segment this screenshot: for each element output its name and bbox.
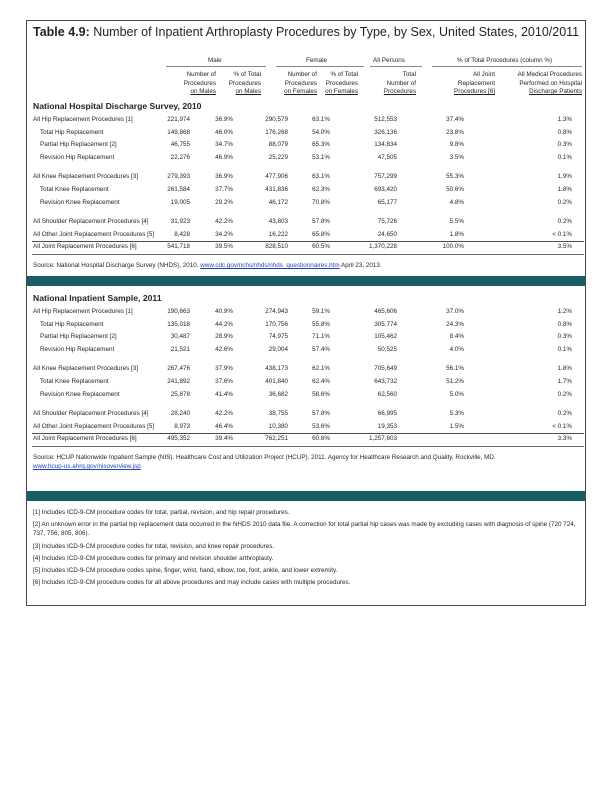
header-line: Procedures xyxy=(325,79,358,87)
table-row xyxy=(32,217,584,228)
cell-m: 30,487 xyxy=(170,333,190,341)
cell-aj: 51.2% xyxy=(446,378,464,385)
header-line: on Females xyxy=(284,88,317,95)
source-date: April 23, 2013. xyxy=(339,262,382,269)
cell-fp: 65.8% xyxy=(312,230,330,238)
header-female-pct xyxy=(315,71,358,97)
cell-t: 705,649 xyxy=(374,365,397,373)
footnote: [2] An unknown error in the partial hip replacement data occurred in the NHDS 2010 data file. A correction for total partial hip cases was made by excluding cases with diagnosis of spine (720 724, 737, 756, 805, 806). xyxy=(33,521,576,538)
header-line: Number of xyxy=(386,79,416,87)
source-link[interactable]: www.cdc.gov/nchs/nhds/nhds_questionnaires.htm xyxy=(200,262,340,269)
cell-am: 3.3% xyxy=(557,435,572,443)
cell-f: 274,943 xyxy=(265,308,288,315)
cell-fp: 57.4% xyxy=(312,345,330,353)
table-row xyxy=(32,185,584,196)
cell-mp: 44.2% xyxy=(215,320,233,328)
cell-m: 8,428 xyxy=(174,230,190,238)
cell-m: 190,663 xyxy=(167,308,190,315)
header-male-pct xyxy=(216,71,261,97)
table-row xyxy=(32,332,584,343)
cell-m: 8,973 xyxy=(174,422,190,430)
cell-mp: 36.9% xyxy=(215,116,233,123)
cell-m: 22,276 xyxy=(170,153,190,161)
cell-fp: 60.6% xyxy=(312,435,330,443)
cell-f: 74,975 xyxy=(268,333,288,341)
table-row xyxy=(32,172,584,183)
cell-t: 105,462 xyxy=(374,333,397,341)
cell-m: 19,005 xyxy=(170,198,190,206)
row-label: Total Hip Replacement xyxy=(40,128,104,136)
cell-am: < 0.1% xyxy=(552,422,572,430)
cell-am: 1.8% xyxy=(557,186,572,193)
header-all-joint xyxy=(440,71,495,97)
cell-am: 1.7% xyxy=(557,378,572,385)
cell-f: 38,755 xyxy=(268,410,288,418)
cell-aj: 4.0% xyxy=(449,345,464,353)
cell-f: 88,079 xyxy=(268,141,288,149)
cell-t: 1,370,228 xyxy=(368,243,397,251)
cell-m: 46,755 xyxy=(170,141,190,149)
cell-mp: 28.9% xyxy=(215,333,233,341)
cell-m: 25,878 xyxy=(170,390,190,398)
source-note xyxy=(33,453,496,471)
header-total xyxy=(370,71,416,97)
header-line: Replacement xyxy=(457,79,495,87)
source-text: Source: National Hospital Discharge Survey (NHDS), 2010. xyxy=(33,262,201,269)
cell-aj: 5.3% xyxy=(449,410,464,418)
row-label: All Hip Replacement Procedures [1] xyxy=(33,116,133,123)
cell-fp: 62.3% xyxy=(312,186,330,193)
header-line: on Males xyxy=(190,88,216,95)
header-female: Female xyxy=(306,57,327,64)
cell-m: 495,352 xyxy=(167,435,190,443)
cell-aj: 100.0% xyxy=(442,243,464,251)
header-line: Discharge Patients xyxy=(529,88,582,95)
table-row xyxy=(32,230,584,241)
header-line: % of Total xyxy=(330,71,358,78)
cell-am: < 0.1% xyxy=(552,230,572,238)
cell-am: 0.3% xyxy=(557,141,572,149)
cell-aj: 50.6% xyxy=(446,186,464,193)
cell-aj: 5.0% xyxy=(449,390,464,398)
cell-fp: 60.5% xyxy=(312,243,330,251)
cell-t: 693,420 xyxy=(374,186,397,193)
header-line: Procedures xyxy=(383,88,416,95)
header-line: Number of xyxy=(186,71,216,78)
cell-am: 1.2% xyxy=(557,308,572,315)
section-heading: National Inpatient Sample, 2011 xyxy=(33,293,162,303)
cell-aj: 56.1% xyxy=(446,365,464,373)
cell-f: 25,229 xyxy=(268,153,288,161)
cell-am: 0.1% xyxy=(557,345,572,353)
cell-t: 50,525 xyxy=(377,345,397,353)
header-line: All Joint xyxy=(472,71,495,78)
cell-aj: 8.4% xyxy=(449,333,464,341)
footnote: [3] Includes ICD-9-CM procedure codes for total, revision, and knee repair procedures. xyxy=(33,543,275,550)
cell-aj: 24.3% xyxy=(446,320,464,328)
cell-m: 28,240 xyxy=(170,410,190,418)
cell-t: 305,774 xyxy=(374,320,397,328)
header-line: Number of xyxy=(287,71,317,78)
cell-t: 66,995 xyxy=(377,410,397,418)
cell-mp: 39.5% xyxy=(215,243,233,251)
cell-f: 477,906 xyxy=(265,173,288,181)
cell-aj: 9.8% xyxy=(449,141,464,149)
header-female-number xyxy=(262,71,317,97)
table-row xyxy=(32,153,584,164)
table-row xyxy=(32,140,584,151)
row-label: All Joint Replacement Procedures [6] xyxy=(33,435,137,443)
table-row xyxy=(32,345,584,356)
footnote: [5] Includes ICD-9-CM procedure codes spine, finger, wrist, hand, elbow, toe, foot, ankle, and lower extremity. xyxy=(33,567,338,574)
cell-f: 43,803 xyxy=(268,218,288,226)
male-header-rule xyxy=(166,66,266,67)
cell-t: 326,136 xyxy=(374,128,397,136)
total-row xyxy=(32,242,584,253)
cell-f: 828,510 xyxy=(265,243,288,251)
header-male: Male xyxy=(208,57,222,64)
table-row xyxy=(32,390,584,401)
cell-m: 241,892 xyxy=(167,378,190,385)
cell-am: 0.2% xyxy=(557,198,572,206)
cell-m: 279,393 xyxy=(167,173,190,181)
cell-fp: 62.4% xyxy=(312,378,330,385)
header-line: on Females xyxy=(325,88,358,95)
table-row xyxy=(32,377,584,388)
cell-fp: 65.3% xyxy=(312,141,330,149)
cell-m: 149,868 xyxy=(167,128,190,136)
table-title-number: Table 4.9: xyxy=(33,25,90,39)
cell-m: 261,584 xyxy=(167,186,190,193)
footnote: [6] Includes ICD-9-CM procedure codes for all above procedures and may include cases with multiple procedures. xyxy=(33,579,351,586)
row-label: All Joint Replacement Procedures [6] xyxy=(33,243,137,251)
cell-am: 0.2% xyxy=(557,390,572,398)
cell-m: 541,718 xyxy=(167,243,190,251)
cell-mp: 34.2% xyxy=(215,230,233,238)
cell-fp: 54.0% xyxy=(312,128,330,136)
pct-header-rule xyxy=(432,66,582,67)
cell-fp: 58.6% xyxy=(312,390,330,398)
cell-am: 1.8% xyxy=(557,365,572,373)
source-text: Source: HCUP Nationwide Inpatient Sample (NIS). Healthcare Cost and Utilization Project (HCUP). 2011. Agency for Healthcare Research and Quality, Rockville, MD. xyxy=(33,454,496,461)
cell-m: 221,974 xyxy=(167,116,190,123)
cell-f: 438,173 xyxy=(265,365,288,373)
table-row xyxy=(32,115,584,126)
cell-mp: 42.6% xyxy=(215,345,233,353)
cell-m: 135,018 xyxy=(167,320,190,328)
row-label: All Other Joint Replacement Procedures [5] xyxy=(33,422,155,430)
cell-mp: 36.9% xyxy=(215,173,233,181)
cell-t: 465,606 xyxy=(374,308,397,315)
cell-mp: 39.4% xyxy=(215,435,233,443)
cell-t: 65,177 xyxy=(377,198,397,206)
cell-mp: 42.2% xyxy=(215,410,233,418)
cell-f: 10,380 xyxy=(268,422,288,430)
row-label: All Knee Replacement Procedures [3] xyxy=(33,173,139,181)
cell-m: 31,923 xyxy=(170,218,190,226)
cell-aj: 37.0% xyxy=(446,308,464,315)
header-line: Procedures xyxy=(183,79,216,87)
cell-f: 36,682 xyxy=(268,390,288,398)
cell-fp: 53.6% xyxy=(312,422,330,430)
cell-mp: 37.9% xyxy=(215,365,233,373)
cell-aj: 4.8% xyxy=(449,198,464,206)
cell-t: 757,299 xyxy=(374,173,397,181)
table-row xyxy=(32,198,584,209)
row-label: All Other Joint Replacement Procedures [5] xyxy=(33,230,155,238)
cell-aj: 55.3% xyxy=(446,173,464,181)
header-line: All Medical Procedures xyxy=(517,71,582,78)
cell-f: 431,836 xyxy=(265,186,288,193)
row-label: Total Knee Replacement xyxy=(40,378,109,385)
table-title xyxy=(33,25,579,39)
row-label: Revision Hip Replacement xyxy=(40,153,115,161)
row-label: All Hip Replacement Procedures [1] xyxy=(33,308,133,315)
row-label: Revision Knee Replacement xyxy=(40,390,120,398)
cell-t: 134,834 xyxy=(374,141,397,149)
cell-am: 0.1% xyxy=(557,153,572,161)
footnote: [4] Includes ICD-9-CM procedure codes for primary and revision shoulder arthroplasty. xyxy=(33,555,274,562)
cell-fp: 59.1% xyxy=(312,308,330,315)
bottom-rule xyxy=(32,446,584,447)
cell-mp: 46.0% xyxy=(215,128,233,136)
cell-am: 0.8% xyxy=(557,128,572,136)
section-heading: National Hospital Discharge Survey, 2010 xyxy=(33,101,202,111)
row-label: Partial Hip Replacement [2] xyxy=(40,333,117,341)
cell-fp: 70.8% xyxy=(312,198,330,206)
cell-t: 24,650 xyxy=(377,230,397,238)
cell-m: 21,521 xyxy=(170,345,190,353)
row-label: Partial Hip Replacement [2] xyxy=(40,141,117,149)
cell-t: 19,353 xyxy=(377,422,397,430)
table-title-text: Number of Inpatient Arthroplasty Procedures by Type, by Sex, United States, 2010/2011 xyxy=(89,25,580,39)
header-line: Procedures xyxy=(284,79,317,87)
table-row xyxy=(32,128,584,139)
row-label: All Knee Replacement Procedures [3] xyxy=(33,365,139,373)
all-persons-header-rule xyxy=(370,66,422,67)
header-line: Procedures [6] xyxy=(454,88,495,95)
header-all-persons: All Persons xyxy=(373,57,405,64)
cell-mp: 46.4% xyxy=(215,422,233,430)
cell-f: 46,172 xyxy=(268,198,288,206)
bottom-rule xyxy=(32,254,584,255)
header-line: % of Total xyxy=(233,71,261,78)
cell-am: 1.9% xyxy=(557,173,572,181)
cell-aj: 1.8% xyxy=(449,230,464,238)
table-row xyxy=(32,307,584,318)
cell-mp: 37.7% xyxy=(215,186,233,193)
cell-aj: 23.8% xyxy=(446,128,464,136)
cell-aj: 3.5% xyxy=(449,153,464,161)
cell-fp: 62.1% xyxy=(312,365,330,373)
cell-fp: 57.8% xyxy=(312,218,330,226)
cell-t: 62,560 xyxy=(377,390,397,398)
cell-aj: 1.5% xyxy=(449,422,464,430)
cell-am: 3.5% xyxy=(557,243,572,251)
cell-mp: 37.6% xyxy=(215,378,233,385)
row-label: Revision Hip Replacement xyxy=(40,345,115,353)
cell-mp: 46.9% xyxy=(215,153,233,161)
cell-f: 176,268 xyxy=(265,128,288,136)
cell-t: 47,505 xyxy=(377,153,397,161)
cell-fp: 57.8% xyxy=(312,410,330,418)
female-header-rule xyxy=(276,66,364,67)
cell-mp: 29.2% xyxy=(215,198,233,206)
table-row xyxy=(32,364,584,375)
cell-mp: 34.7% xyxy=(215,141,233,149)
cell-fp: 71.1% xyxy=(312,333,330,341)
cell-f: 290,579 xyxy=(265,116,288,123)
header-line: on Males xyxy=(235,88,261,95)
cell-t: 643,732 xyxy=(374,378,397,385)
row-label: All Shoulder Replacement Procedures [4] xyxy=(33,410,149,418)
cell-mp: 41.4% xyxy=(215,390,233,398)
cell-aj: 5.5% xyxy=(449,218,464,226)
total-row xyxy=(32,434,584,445)
cell-f: 401,840 xyxy=(265,378,288,385)
cell-f: 16,222 xyxy=(268,230,288,238)
section-divider-band xyxy=(27,276,585,286)
header-male-number xyxy=(160,71,216,97)
cell-fp: 55.8% xyxy=(312,320,330,328)
table-row xyxy=(32,422,584,433)
cell-t: 512,553 xyxy=(374,116,397,123)
row-label: Total Knee Replacement xyxy=(40,186,109,193)
cell-f: 29,004 xyxy=(268,345,288,353)
cell-am: 0.2% xyxy=(557,410,572,418)
cell-f: 762,251 xyxy=(265,435,288,443)
cell-t: 75,726 xyxy=(377,218,397,226)
cell-fp: 53.1% xyxy=(312,153,330,161)
header-line: Total xyxy=(402,71,416,78)
row-label: Revision Knee Replacement xyxy=(40,198,120,206)
footnote: [1] Includes ICD-9-CM procedure codes for total, partial, revision, and hip repair procedures. xyxy=(33,509,290,516)
row-label: All Shoulder Replacement Procedures [4] xyxy=(33,218,149,226)
cell-mp: 42.2% xyxy=(215,218,233,226)
cell-am: 0.8% xyxy=(557,320,572,328)
table-row xyxy=(32,409,584,420)
cell-fp: 63.1% xyxy=(312,173,330,181)
cell-am: 0.3% xyxy=(557,333,572,341)
cell-f: 170,756 xyxy=(265,320,288,328)
source-note xyxy=(33,261,382,270)
cell-t: 1,257,603 xyxy=(368,435,397,443)
header-pct-total: % of Total Procedures (column %) xyxy=(457,57,553,64)
cell-am: 1.3% xyxy=(557,116,572,123)
table-row xyxy=(32,320,584,331)
header-all-medical xyxy=(496,71,582,97)
section-divider-band xyxy=(27,491,585,501)
header-line: Procedures xyxy=(228,79,261,87)
cell-aj: 37.4% xyxy=(446,116,464,123)
cell-fp: 63.1% xyxy=(312,116,330,123)
cell-am: 0.2% xyxy=(557,218,572,226)
cell-mp: 40.9% xyxy=(215,308,233,315)
source-link[interactable]: www.hcup-us.ahrq.gov/nisoverview.jsp xyxy=(33,463,141,470)
cell-m: 267,476 xyxy=(167,365,190,373)
header-line: Performed on Hospital xyxy=(519,79,582,87)
row-label: Total Hip Replacement xyxy=(40,320,104,328)
